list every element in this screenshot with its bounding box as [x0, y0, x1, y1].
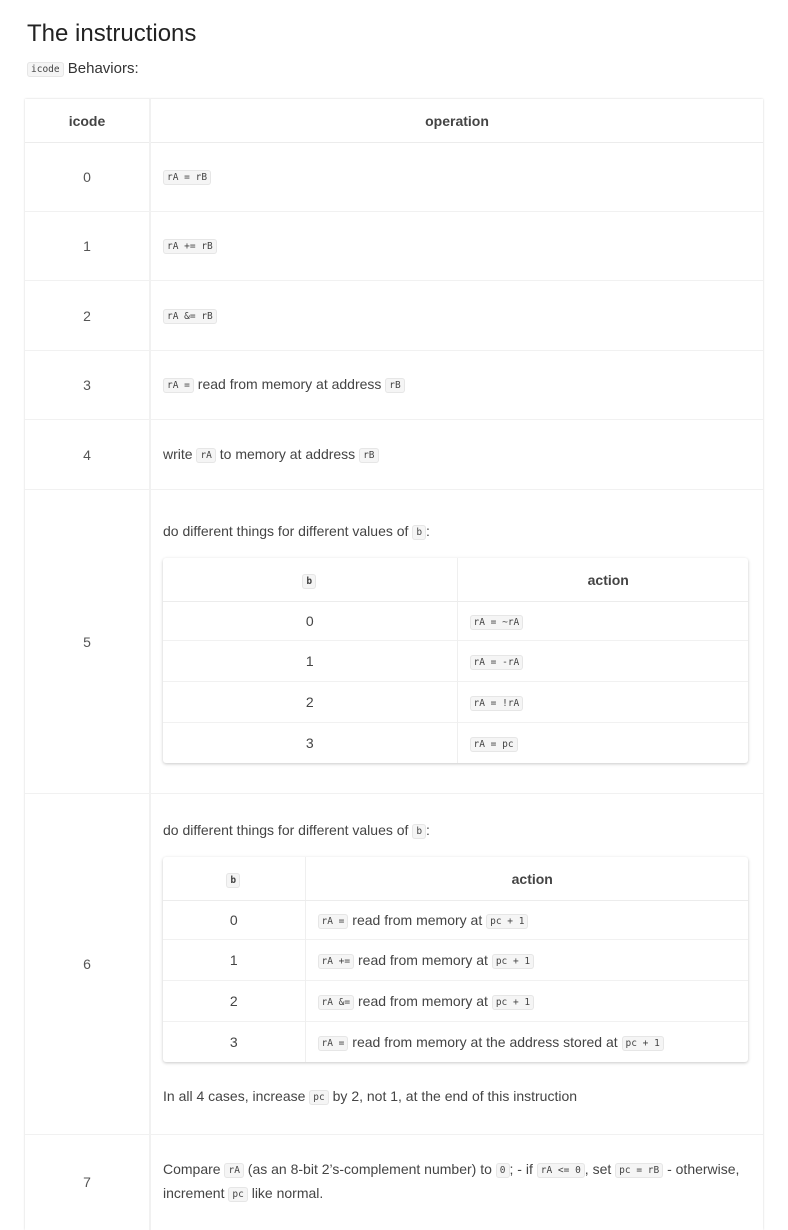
operation-cell	[150, 420, 763, 490]
subtitle-text: Behaviors:	[63, 60, 139, 77]
text-segment: :	[426, 523, 430, 539]
inline-code: rA &= rB	[163, 309, 217, 324]
nested-table-b	[163, 857, 748, 1062]
inline-code: rA =	[163, 378, 194, 393]
table-row	[25, 351, 763, 420]
inline-code: pc + 1	[486, 914, 528, 929]
inline-code: rA <= 0	[537, 1163, 585, 1178]
icode-header: icode	[25, 99, 150, 143]
inline-code: pc + 1	[622, 1036, 664, 1051]
nested-row	[163, 1022, 748, 1063]
icode-cell: 4	[25, 420, 150, 490]
text-segment: read from memory at the address stored at	[348, 1034, 622, 1050]
b-cell: 2	[163, 981, 305, 1022]
nested-row	[163, 901, 748, 940]
inline-code: 0	[496, 1163, 510, 1178]
table-header-row	[25, 99, 763, 143]
subtitle	[27, 60, 139, 77]
operation-header: operation	[150, 99, 763, 143]
inline-code: rA = -rA	[470, 655, 524, 670]
table-row	[25, 1135, 763, 1230]
operation-text	[163, 234, 749, 258]
inline-code: rB	[359, 448, 378, 463]
inline-code: rA = !rA	[470, 696, 524, 711]
inline-code: pc + 1	[492, 954, 534, 969]
operation-text	[163, 443, 749, 467]
inline-code: rA =	[318, 914, 349, 929]
table-row	[25, 281, 763, 351]
operation-cell	[150, 794, 763, 1135]
inline-code: rA	[224, 1163, 243, 1178]
icode-cell: 3	[25, 351, 150, 420]
table-row	[25, 212, 763, 281]
icode-cell: 2	[25, 281, 150, 351]
action-cell	[457, 641, 748, 682]
text-segment: do different things for different values of	[163, 523, 413, 539]
text-segment: ; - if	[509, 1161, 537, 1178]
b-header	[163, 857, 305, 901]
operation-text	[163, 165, 749, 189]
b-header	[163, 558, 457, 602]
nested-row	[163, 940, 748, 981]
text-segment: read from memory at address	[193, 376, 386, 392]
inline-code: rA	[196, 448, 215, 463]
text-segment: , set	[584, 1161, 616, 1178]
operation-cell	[150, 351, 763, 420]
action-cell	[457, 682, 748, 723]
operation-text	[163, 373, 749, 397]
text-segment: like normal.	[247, 1185, 324, 1202]
operation-intro	[163, 819, 749, 843]
text-segment: write	[163, 445, 197, 462]
table-row	[25, 794, 763, 1135]
nested-row	[163, 981, 748, 1022]
text-segment: :	[426, 822, 430, 838]
action-header: action	[305, 857, 748, 901]
operation-text	[163, 304, 749, 328]
text-segment: do different things for different values of	[163, 822, 413, 838]
icode-cell: 7	[25, 1135, 150, 1230]
nested-row	[163, 602, 748, 641]
inline-code: rA &=	[318, 995, 355, 1010]
nested-row	[163, 723, 748, 764]
text-segment: to memory at address	[215, 445, 360, 462]
inline-code: b	[302, 574, 316, 589]
text-segment: (as an 8-bit 2’s-complement number) to	[243, 1161, 496, 1178]
action-cell	[305, 1022, 748, 1063]
inline-code: rA = ~rA	[470, 615, 524, 630]
inline-code: icode	[27, 62, 64, 77]
operation-cell	[150, 212, 763, 281]
inline-code: rA += rB	[163, 239, 217, 254]
action-cell	[457, 723, 748, 764]
b-cell: 0	[163, 901, 305, 940]
operation-cell	[150, 1135, 763, 1230]
b-cell: 3	[163, 1022, 305, 1063]
inline-code: rA +=	[318, 954, 355, 969]
operation-cell	[150, 281, 763, 351]
b-cell: 1	[163, 641, 457, 682]
operation-intro	[163, 520, 749, 544]
inline-code: b	[226, 873, 240, 888]
b-cell: 3	[163, 723, 457, 764]
icode-cell: 1	[25, 212, 150, 281]
nested-row	[163, 682, 748, 723]
table-row	[25, 490, 763, 794]
inline-code: b	[412, 824, 426, 839]
nested-header-row	[163, 558, 748, 602]
action-cell	[457, 602, 748, 641]
operation-cell	[150, 143, 763, 212]
text-segment: read from memory at	[354, 952, 492, 968]
nested-header-row	[163, 857, 748, 901]
inline-code: pc	[228, 1187, 247, 1202]
operation-outro	[163, 1085, 749, 1109]
b-cell: 1	[163, 940, 305, 981]
table-row	[25, 143, 763, 212]
page-title: The instructions	[27, 20, 197, 47]
nested-row	[163, 641, 748, 682]
inline-code: rA = rB	[163, 170, 211, 185]
icode-cell: 5	[25, 490, 150, 794]
action-cell	[305, 901, 748, 940]
inline-code: rB	[385, 378, 404, 393]
instructions-table	[25, 99, 763, 1230]
b-cell: 2	[163, 682, 457, 723]
text-segment: read from memory at	[348, 912, 487, 928]
text-segment: - otherwise, increment	[163, 1161, 740, 1202]
inline-code: pc = rB	[615, 1163, 663, 1178]
text-segment: by 2, not 1, at the end of this instruction	[328, 1088, 578, 1104]
action-cell	[305, 981, 748, 1022]
icode-cell: 6	[25, 794, 150, 1135]
inline-code: rA = pc	[470, 737, 518, 752]
table-row	[25, 420, 763, 490]
operation-cell	[150, 490, 763, 794]
inline-code: b	[412, 525, 426, 540]
action-header: action	[457, 558, 748, 602]
operation-text	[163, 1158, 749, 1206]
inline-code: pc	[309, 1090, 328, 1105]
inline-code: rA =	[318, 1036, 349, 1051]
text-segment: read from memory at	[354, 993, 492, 1009]
text-segment: Compare	[163, 1161, 225, 1178]
icode-cell: 0	[25, 143, 150, 212]
action-cell	[305, 940, 748, 981]
inline-code: pc + 1	[492, 995, 534, 1010]
b-cell: 0	[163, 602, 457, 641]
text-segment: In all 4 cases, increase	[163, 1088, 310, 1104]
nested-table-b	[163, 558, 748, 763]
